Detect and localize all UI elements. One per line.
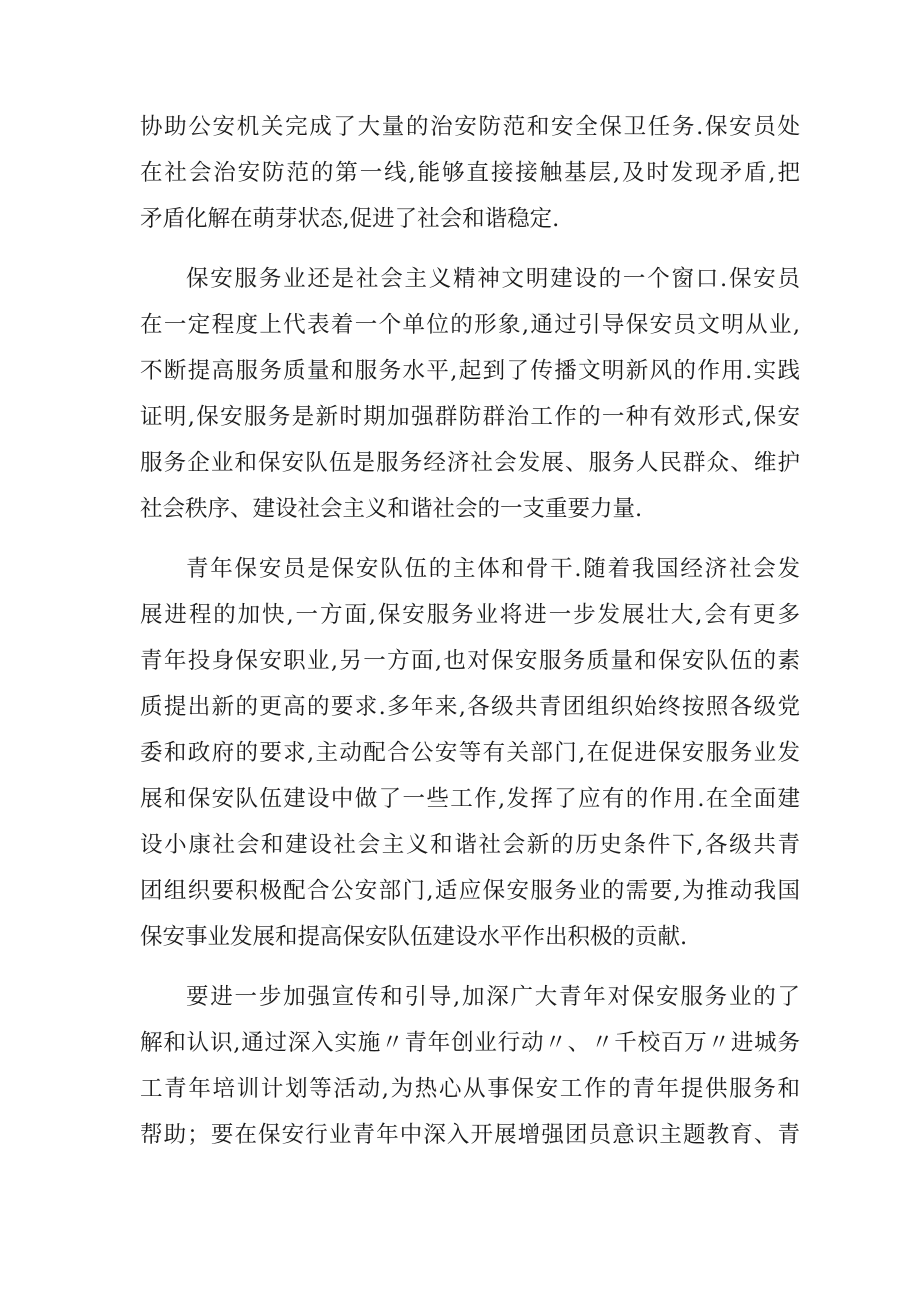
paragraph-first-line: 青年保安员是保安队伍的主体和骨干.随着我国经济社会发	[186, 556, 800, 582]
text-line: 帮助；要在保安行业青年中深入开展增强团员意识主题教育、青	[140, 1122, 800, 1148]
text-line: 委和政府的要求,主动配合公安等有关部门,在促进保安服务业发	[140, 740, 800, 766]
text-line: 展进程的加快,一方面,保安服务业将进一步发展壮大,会有更多	[140, 602, 800, 628]
text-line: 工青年培训计划等活动,为热心从事保安工作的青年提供服务和	[140, 1076, 800, 1102]
text-line: 在一定程度上代表着一个单位的形象,通过引导保安员文明从业,	[140, 312, 800, 338]
text-line: 不断提高服务质量和服务水平,起到了传播文明新风的作用.实践	[140, 358, 800, 384]
text-line: 保安事业发展和提高保安队伍建设水平作出积极的贡献.	[140, 924, 688, 950]
text-line: 展和保安队伍建设中做了一些工作,发挥了应有的作用.在全面建	[140, 786, 800, 812]
text-line: 质提出新的更高的要求.多年来,各级共青团组织始终按照各级党	[140, 694, 800, 720]
text-line: 证明,保安服务是新时期加强群防群治工作的一种有效形式,保安	[140, 404, 800, 430]
paragraph-first-line: 要进一步加强宣传和引导,加深广大青年对保安服务业的了	[186, 984, 800, 1010]
text-line: 社会秩序、建设社会主义和谐社会的一支重要力量.	[140, 496, 643, 522]
paragraph-first-line: 保安服务业还是社会主义精神文明建设的一个窗口.保安员	[186, 266, 800, 292]
text-line: 团组织要积极配合公安部门,适应保安服务业的需要,为推动我国	[140, 878, 800, 904]
text-line: 矛盾化解在萌芽状态,促进了社会和谐稳定.	[140, 206, 560, 232]
text-line: 协助公安机关完成了大量的治安防范和安全保卫任务.保安员处	[140, 114, 800, 140]
text-line: 青年投身保安职业,另一方面,也对保安服务质量和保安队伍的素	[140, 648, 800, 674]
text-line: 解和认识,通过深入实施〃青年创业行动〃、〃千校百万〃进城务	[140, 1030, 800, 1056]
text-line: 设小康社会和建设社会主义和谐社会新的历史条件下,各级共青	[140, 832, 800, 858]
text-line: 在社会治安防范的第一线,能够直接接触基层,及时发现矛盾,把	[140, 160, 800, 186]
text-line: 服务企业和保安队伍是服务经济社会发展、服务人民群众、维护	[140, 450, 800, 476]
